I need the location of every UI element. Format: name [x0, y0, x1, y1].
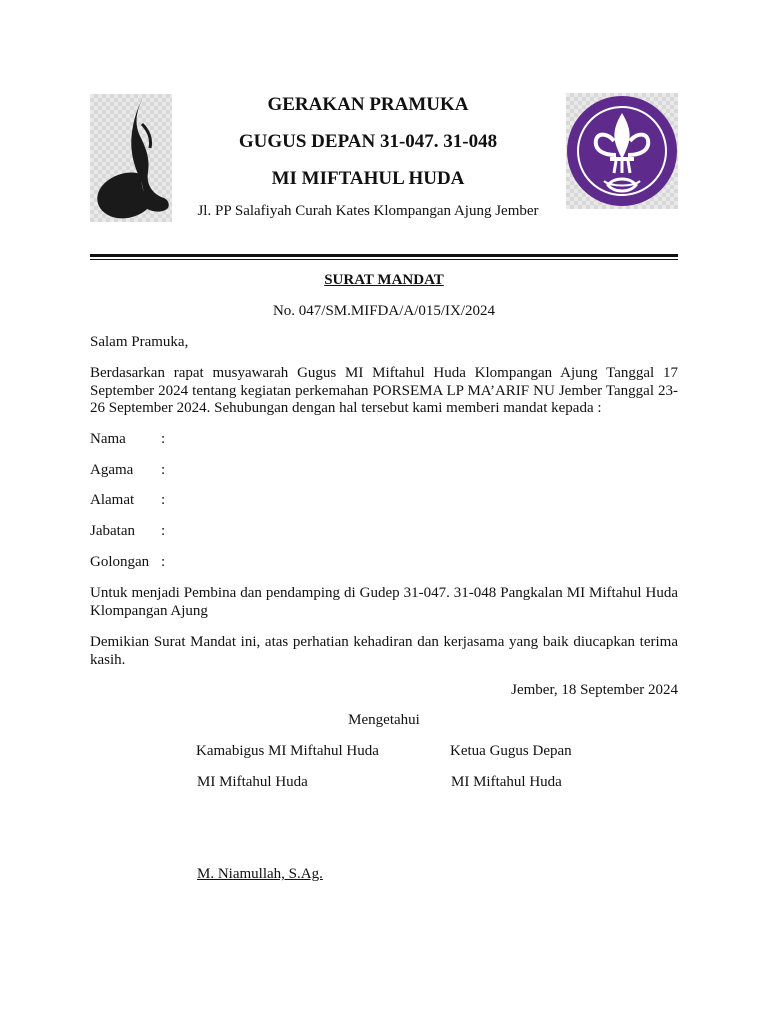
intro-paragraph: Berdasarkan rapat musyawarah Gugus MI Miftahul Huda Klompangan Ajung Tanggal 17 September 2024 tentang kegiatan perkemahan PORSEMA LP MA’ARIF NU Jember Tanggal 23-26 September 2024. Sehubungan dengan hal tersebut kami memberi mandat kepada : [90, 365, 678, 416]
document-title: SURAT MANDAT [324, 272, 444, 288]
greeting: Salam Pramuka, [90, 334, 189, 350]
purpose-paragraph: Untuk menjadi Pembina dan pendamping di Gudep 31-047. 31-048 Pangkalan MI Miftahul Huda Klompangan Ajung [90, 585, 678, 619]
world-scout-emblem [566, 93, 678, 209]
signer-right-role: Ketua Gugus Depan [450, 743, 572, 759]
signer-right-org: MI Miftahul Huda [451, 774, 562, 790]
scout-emblem-icon [566, 93, 678, 209]
tunas-kelapa-logo [90, 94, 172, 222]
tunas-kelapa-icon [90, 94, 172, 222]
field-colon: : [161, 554, 166, 570]
field-label-agama: Agama [90, 462, 134, 478]
acknowledged-label: Mengetahui [348, 712, 420, 728]
document-number: No. 047/SM.MIFDA/A/015/IX/2024 [272, 303, 496, 319]
unit-name: GUGUS DEPAN 31-047. 31-048 [238, 131, 498, 152]
org-name: GERAKAN PRAMUKA [267, 94, 469, 115]
field-label-jabatan: Jabatan [90, 523, 135, 539]
signer-left-name: M. Niamullah, S.Ag. [197, 866, 323, 882]
header-rule-thick [90, 254, 678, 257]
field-colon: : [161, 523, 166, 539]
closing-paragraph: Demikian Surat Mandat ini, atas perhatian kehadiran dan kerjasama yang baik diucapkan terima kasih. [90, 634, 678, 668]
field-label-nama: Nama [90, 431, 126, 447]
signer-left-org: MI Miftahul Huda [197, 774, 308, 790]
field-colon: : [161, 462, 166, 478]
field-colon: : [161, 431, 166, 447]
header-rule-thin [90, 259, 678, 260]
school-name: MI MIFTAHUL HUDA [271, 168, 465, 189]
signer-left-role: Kamabigus MI Miftahul Huda [196, 743, 379, 759]
place-date: Jember, 18 September 2024 [511, 682, 678, 698]
field-label-golongan: Golongan [90, 554, 150, 570]
address: Jl. PP Salafiyah Curah Kates Klompangan Ajung Jember [197, 203, 539, 219]
field-colon: : [161, 492, 166, 508]
field-label-alamat: Alamat [90, 492, 135, 508]
